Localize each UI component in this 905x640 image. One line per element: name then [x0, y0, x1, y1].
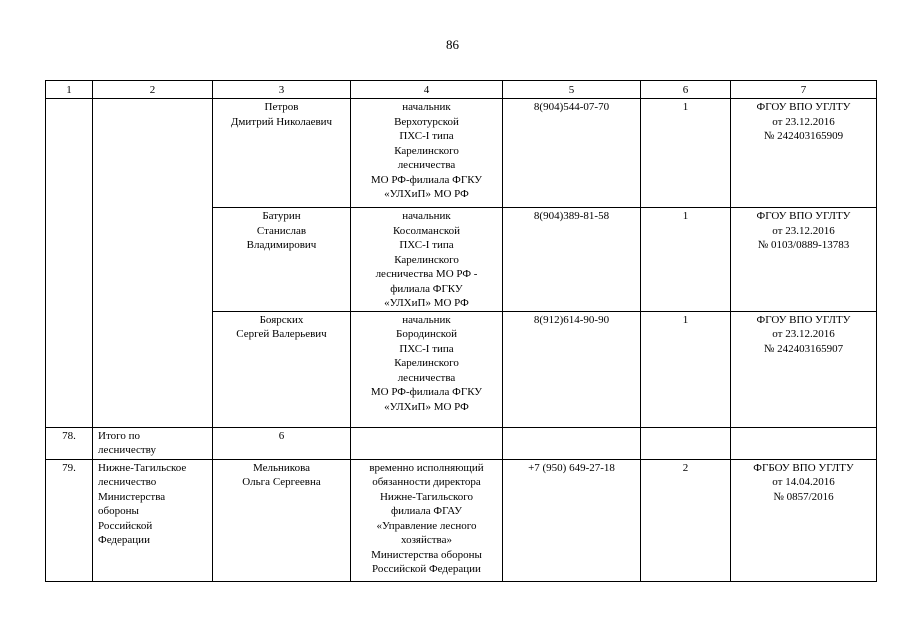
position-line: «Управление лесного	[376, 519, 477, 532]
position-line: филиала ФГАУ	[390, 505, 463, 517]
position-line: МО РФ-филиала ФГКУ	[370, 173, 483, 186]
position-line: Нижне-Тагильского	[379, 490, 473, 503]
staff-row	[46, 99, 877, 208]
row-number-cell: 78.	[46, 427, 93, 459]
total-label-line: Итого по	[98, 429, 140, 442]
position-line: обязанности директора	[372, 476, 481, 488]
page-number: 86	[446, 37, 459, 52]
total-label-cell	[93, 427, 213, 459]
header-col-6: 6	[641, 81, 731, 99]
diploma-line: ФГОУ ВПО УГЛТУ	[756, 313, 851, 326]
diploma-cell	[731, 311, 877, 427]
name-line: Ольга Сергеевна	[242, 476, 321, 488]
position-line: ПХС-I типа	[399, 239, 454, 251]
position-line: начальник	[402, 210, 451, 222]
position-line: ПХС-I типа	[399, 342, 454, 355]
diploma-line: № 242403165909	[763, 130, 844, 142]
position-line: Министерства обороны	[371, 548, 482, 561]
name-line: Владимирович	[246, 239, 317, 251]
diploma-line: от 23.12.2016	[772, 224, 835, 237]
header-col-1: 1	[46, 81, 93, 99]
diploma-line: от 14.04.2016	[772, 476, 835, 488]
row-number-cell: 79.	[46, 459, 93, 581]
name-cell	[213, 311, 351, 427]
header-col-3: 3	[213, 81, 351, 99]
forestry-name-line: лесничество	[98, 476, 157, 488]
total-count-cell: 6	[213, 427, 351, 459]
phone-cell: 8(904)389-81-58	[503, 208, 641, 312]
name-cell	[213, 459, 351, 581]
position-line: лесничества МО РФ -	[375, 268, 478, 280]
diploma-line: № 0857/2016	[773, 490, 834, 503]
total-label-line: лесничеству	[98, 444, 156, 456]
diploma-cell	[731, 99, 877, 208]
position-line: «УЛХиП» МО РФ	[384, 188, 469, 200]
forestry-row	[46, 459, 877, 581]
name-line: Дмитрий Николаевич	[230, 115, 333, 128]
position-line: Косолманской	[393, 224, 460, 237]
total-row	[46, 427, 877, 459]
position-line: ПХС-I типа	[399, 130, 454, 142]
header-col-2: 2	[93, 81, 213, 99]
diploma-line: от 23.12.2016	[772, 115, 835, 128]
forestry-name-line: обороны	[98, 505, 139, 517]
header-col-5: 5	[503, 81, 641, 99]
header-col-7: 7	[731, 81, 877, 99]
diploma-line: № 0103/0889-13783	[757, 239, 850, 251]
empty-cell	[731, 427, 877, 459]
empty-cell	[641, 427, 731, 459]
diploma-cell	[731, 459, 877, 581]
name-cell	[213, 99, 351, 208]
diploma-line: № 242403165907	[763, 342, 844, 355]
header-row	[46, 81, 877, 99]
position-line: начальник	[402, 313, 451, 326]
name-line: Станислав	[256, 224, 307, 237]
forestry-name-line: Министерства	[98, 490, 166, 503]
position-line: хозяйства»	[401, 534, 452, 546]
count-cell: 1	[641, 208, 731, 312]
name-line: Батурин	[262, 210, 301, 222]
position-cell	[351, 99, 503, 208]
diploma-line: ФГОУ ВПО УГЛТУ	[756, 101, 851, 113]
phone-cell: 8(912)614-90-90	[503, 311, 641, 427]
position-line: Карелинского	[394, 357, 459, 369]
position-line: «УЛХиП» МО РФ	[384, 297, 469, 309]
position-line: МО РФ-филиала ФГКУ	[370, 386, 483, 398]
position-cell	[351, 208, 503, 312]
forestry-name-line: Российской	[98, 519, 153, 532]
empty-number-cell	[46, 99, 93, 428]
name-line: Мельникова	[252, 461, 310, 474]
empty-forestry-cell	[93, 99, 213, 428]
diploma-cell	[731, 208, 877, 312]
forestry-name-line: Нижне-Тагильское	[98, 461, 187, 474]
position-line: Карелинского	[394, 253, 459, 266]
diploma-line: от 23.12.2016	[772, 328, 835, 340]
count-cell: 1	[641, 99, 731, 208]
empty-cell	[503, 427, 641, 459]
position-line: временно исполняющий	[369, 461, 484, 474]
empty-cell	[351, 427, 503, 459]
name-line: Сергей Валерьевич	[236, 328, 327, 340]
position-line: Карелинского	[394, 144, 459, 157]
forestry-name-line: Федерации	[98, 534, 150, 546]
phone-cell: 8(904)544-07-70	[503, 99, 641, 208]
position-cell	[351, 311, 503, 427]
position-line: лесничества	[397, 371, 456, 384]
phone-cell: +7 (950) 649-27-18	[503, 459, 641, 581]
count-cell: 1	[641, 311, 731, 427]
name-cell	[213, 208, 351, 312]
diploma-line: ФГБОУ ВПО УГЛТУ	[753, 461, 854, 474]
position-line: начальник	[402, 101, 451, 113]
registry-table	[45, 80, 877, 582]
position-line: Бородинской	[396, 328, 457, 340]
header-col-4: 4	[351, 81, 503, 99]
count-cell: 2	[641, 459, 731, 581]
name-line: Петров	[264, 101, 299, 113]
position-line: филиала ФГКУ	[390, 282, 463, 295]
position-line: «УЛХиП» МО РФ	[384, 400, 469, 413]
diploma-line: ФГОУ ВПО УГЛТУ	[756, 210, 851, 222]
position-cell	[351, 459, 503, 581]
name-line: Боярских	[259, 313, 304, 326]
position-line: Верхотурской	[394, 115, 459, 128]
forestry-name-cell	[93, 459, 213, 581]
position-line: Российской Федерации	[372, 563, 481, 575]
position-line: лесничества	[397, 159, 456, 171]
